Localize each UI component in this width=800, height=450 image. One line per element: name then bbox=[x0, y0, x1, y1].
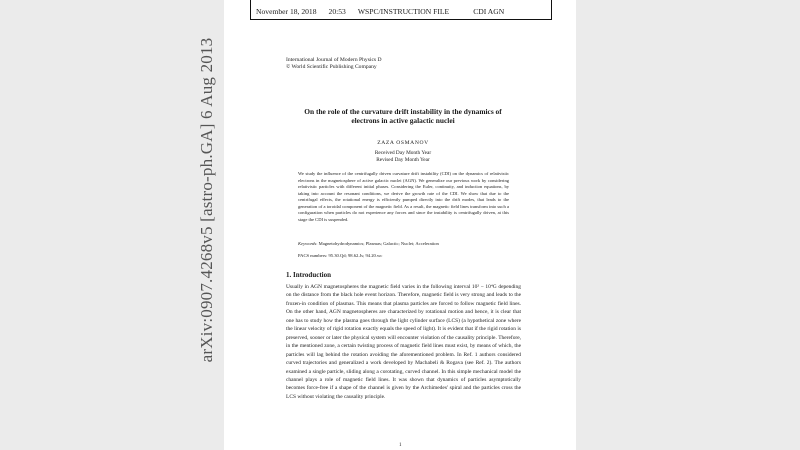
keywords-text: : Magnetohydrodynamics; Plasmas; Galactic; Nuclei; Acceleration bbox=[316, 241, 439, 246]
running-header bbox=[256, 7, 556, 16]
journal-publisher: © World Scientific Publishing Company bbox=[286, 64, 377, 71]
page-number: 1 bbox=[399, 443, 402, 448]
journal-info bbox=[286, 57, 382, 72]
keywords-label: Keywords bbox=[298, 241, 317, 246]
abstract: We study the influence of the centrifugally driven curvature drift instability (CDI) on the dynamics of relativistic electrons in the magnetosphere of active galactic nuclei (AGN). We generalize our previous work by considering relativistic particles with different initial phases. Considering the Euler, continuity, and induction equations, by taking into account the resonant conditions, we derive the growth rate of the CDI. We show that due to the centrifugal effects, the rotational energy is efficiently pumped directly into the drift modes, that leads to the generation of a toroidal component of the magnetic field. As a result, the magnetic field lines transform into such a configuration when particles do not experience any forces and since the instability is centrifugally driven, at this stage the CDI is suspended. bbox=[298, 171, 509, 222]
header-rule bbox=[250, 19, 552, 20]
paper-title: On the role of the curvature drift instability in the dynamics of electrons in active galactic nuclei bbox=[304, 107, 502, 126]
section-body: Usually in AGN magnetospheres the magnetic field varies in the following interval 10² − 10⁴G depending on the distance from the black hole event horizon. Therefore, magnetic field is very strong and leads to the frozen-in condition of plasmas. This means that plasma particles are forced to follow magnetic field lines. On the other hand, AGN magnetospheres are characterized by rotational motion and hence, it is clear that one has to study how the plasma goes through the light cylinder surface (LCS) (a hypothetical zone where the linear velocity of rigid rotation exactly equals the speed of light). It is evident that if the rigid rotation is preserved, sooner or later the physical system will encounter violation of the causality principle. Therefore, in the mentioned zone, a certain twisting process of magnetic field lines must exist, by means of which, the particles will lag behind the rotation avoiding the aforementioned problem. In Ref. 1 authors considered curved trajectories and generalized a work developed by Machabeli & Rogava (see Ref. 2). The authors examined a single particle, sliding along a corotating, curved channel. In this simple mechanical model the channel plays a role of magnetic field lines. It was shown that dynamics of particles asymptotically becomes force-free if a shape of the channel is given by the Archimedes' spiral and the particles cross the LCS without violating the causality principle. bbox=[286, 284, 521, 400]
pacs-numbers: PACS numbers: 95.30.Qd; 98.62.Js; 94.20.wc bbox=[298, 253, 383, 258]
header-date: November 18, 2018 bbox=[256, 7, 317, 16]
crop-mark-left bbox=[250, 0, 251, 20]
header-name: CDI AGN bbox=[473, 7, 505, 16]
author-name: ZAZA OSMANOV bbox=[377, 140, 429, 146]
journal-name: International Journal of Modern Physics D bbox=[286, 57, 382, 63]
received-date: Received Day Month Year bbox=[374, 150, 432, 156]
manuscript-dates bbox=[294, 150, 512, 164]
keywords bbox=[298, 241, 509, 246]
paper-page bbox=[224, 0, 576, 450]
section-heading: 1. Introduction bbox=[286, 271, 331, 279]
header-file: WSPC/INSTRUCTION FILE bbox=[357, 7, 450, 16]
revised-date: Revised Day Month Year bbox=[376, 157, 430, 163]
header-time: 20:53 bbox=[328, 7, 346, 16]
